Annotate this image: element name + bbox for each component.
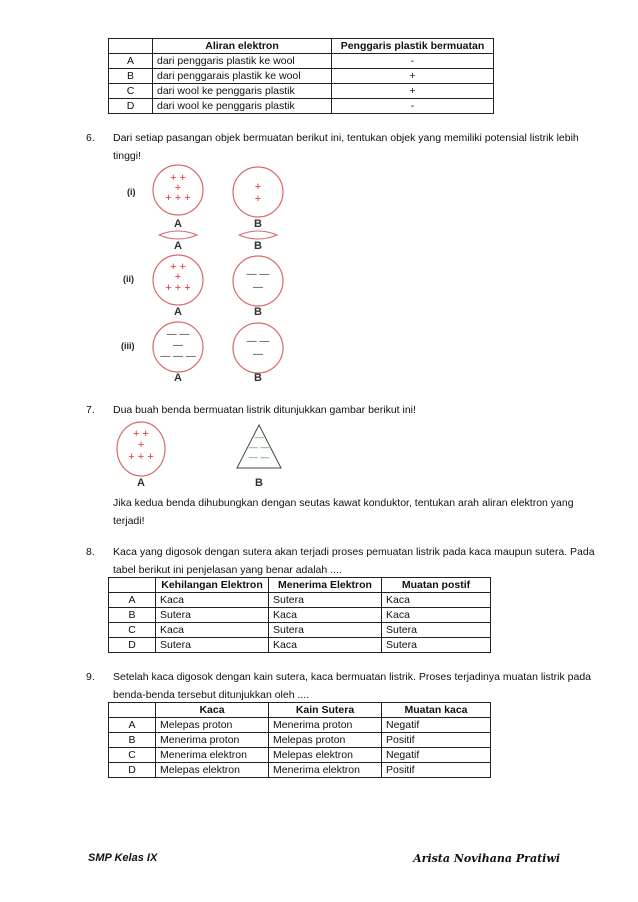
charged-objects-figure	[113, 420, 293, 490]
electron-flow-table	[108, 38, 494, 114]
table-cell: Kaca	[156, 623, 269, 638]
table-cell: Melepas elektron	[156, 763, 269, 778]
charge-pairs-figure	[115, 160, 305, 382]
table-cell: Kaca	[382, 608, 491, 623]
positive-charges: + + +	[165, 282, 191, 294]
positive-charges: + +	[133, 428, 149, 440]
table-cell: Positif	[382, 733, 491, 748]
question-number: 7.	[86, 404, 95, 416]
table-cell: Sutera	[382, 623, 491, 638]
table-cell: Kaca	[269, 638, 382, 653]
table-cell: Sutera	[269, 623, 382, 638]
object-label-a: A	[137, 477, 145, 489]
table-cell: +	[332, 84, 494, 99]
glass-silk-charge-table	[108, 702, 491, 778]
table-row	[109, 733, 491, 748]
table-row	[109, 638, 491, 653]
table-cell: dari wool ke penggaris plastik	[153, 84, 332, 99]
pair-label: (iii)	[121, 341, 135, 351]
object-label-a: A	[174, 372, 182, 382]
table-cell: Melepas elektron	[269, 748, 382, 763]
sphere-b	[233, 256, 283, 306]
sphere-b-contact	[239, 231, 277, 239]
table-cell: B	[109, 69, 153, 84]
table-cell: Sutera	[269, 593, 382, 608]
question-text: Setelah kaca digosok dengan kain sutera, kaca bermuatan listrik. Proses terjadinya muatan listrik pada benda-benda tersebut ditunjukkan oleh ....	[113, 671, 592, 701]
object-label-a: A	[174, 240, 182, 252]
object-label-b: B	[254, 240, 262, 252]
table-header-row	[109, 578, 491, 593]
positive-charges: + +	[170, 261, 186, 273]
question-text: Jika kedua benda dihubungkan dengan seutas kawat konduktor, tentukan arah aliran elektron yang terjadi!	[113, 497, 574, 527]
negative-charges: —	[254, 432, 264, 442]
negative-charges: — —	[246, 269, 270, 280]
negative-charges: — —	[248, 452, 270, 462]
question-text: Dua buah benda bermuatan listrik ditunjukkan gambar berikut ini!	[113, 404, 416, 416]
question-text: Dari setiap pasangan objek bermuatan berikut ini, tentukan objek yang memiliki potensial listrik lebih tinggi!	[113, 132, 579, 162]
table-cell: B	[109, 608, 156, 623]
table-row	[109, 54, 494, 69]
table-cell: Positif	[382, 763, 491, 778]
table-header-cell: Penggaris plastik bermuatan	[332, 39, 494, 54]
table-cell: Menerima elektron	[269, 763, 382, 778]
table-header-cell	[109, 703, 156, 718]
sphere-a-contact	[159, 231, 197, 239]
table-cell: Melepas proton	[269, 733, 382, 748]
table-cell: D	[109, 638, 156, 653]
negative-charges: —	[253, 349, 263, 360]
negative-charges: — —	[246, 336, 270, 347]
question-number: 6.	[86, 132, 95, 144]
table-header-row	[109, 703, 491, 718]
negative-charges: — — —	[160, 351, 196, 362]
table-cell: A	[109, 718, 156, 733]
table-cell: Melepas proton	[156, 718, 269, 733]
table-header-cell: Kehilangan Elektron	[156, 578, 269, 593]
table-row	[109, 623, 491, 638]
table-header-cell	[109, 578, 156, 593]
table-cell: C	[109, 748, 156, 763]
negative-charges: — —	[166, 329, 190, 340]
object-label-a: A	[174, 218, 182, 230]
positive-charges: + + +	[165, 192, 191, 204]
footer-left: SMP Kelas IX	[88, 852, 158, 864]
table-cell: -	[332, 54, 494, 69]
question-7-continuation	[86, 494, 596, 534]
object-label-b: B	[254, 218, 262, 230]
table-cell: B	[109, 733, 156, 748]
table-cell: Menerima proton	[156, 733, 269, 748]
table-row	[109, 763, 491, 778]
table-cell: +	[332, 69, 494, 84]
sphere-b	[233, 323, 283, 373]
negative-charges: — —	[248, 442, 270, 452]
table-cell: Sutera	[156, 638, 269, 653]
positive-charges: +	[254, 193, 262, 205]
table-header-row	[109, 39, 494, 54]
positive-charges: +	[254, 181, 262, 193]
table-row	[109, 718, 491, 733]
table-row	[109, 99, 494, 114]
table-cell: Menerima proton	[269, 718, 382, 733]
table-cell: A	[109, 593, 156, 608]
table-row	[109, 84, 494, 99]
object-label-b: B	[254, 306, 262, 318]
object-label-a: A	[174, 306, 182, 318]
table-cell: Negatif	[382, 718, 491, 733]
table-row	[109, 69, 494, 84]
table-cell: Negatif	[382, 748, 491, 763]
positive-charges: +	[174, 271, 182, 283]
question-7	[86, 401, 596, 421]
positive-charges: + + +	[128, 451, 154, 463]
table-cell: -	[332, 99, 494, 114]
negative-charges: —	[173, 340, 183, 351]
table-cell: dari wool ke penggaris plastik	[153, 99, 332, 114]
table-cell: Kaca	[269, 608, 382, 623]
pair-label: (ii)	[123, 274, 134, 284]
table-cell: C	[109, 623, 156, 638]
table-cell: dari penggarais plastik ke wool	[153, 69, 332, 84]
table-cell: C	[109, 84, 153, 99]
pair-label: (i)	[127, 187, 136, 197]
positive-charges: +	[174, 182, 182, 194]
object-label-b: B	[254, 372, 262, 382]
question-number: 8.	[86, 546, 95, 558]
table-header-cell: Muatan postif	[382, 578, 491, 593]
table-row	[109, 608, 491, 623]
table-row	[109, 748, 491, 763]
footer-right: Arista Novihana Pratiwi	[413, 852, 560, 865]
table-header-cell: Menerima Elektron	[269, 578, 382, 593]
table-cell: Menerima elektron	[156, 748, 269, 763]
table-header-cell: Muatan kaca	[382, 703, 491, 718]
table-header-cell: Kaca	[156, 703, 269, 718]
table-cell: Sutera	[156, 608, 269, 623]
table-cell: Kaca	[382, 593, 491, 608]
object-label-b: B	[255, 477, 263, 489]
negative-charges: —	[253, 282, 263, 293]
table-header-cell	[109, 39, 153, 54]
table-cell: Kaca	[156, 593, 269, 608]
table-cell: D	[109, 763, 156, 778]
question-text: Kaca yang digosok dengan sutera akan terjadi proses pemuatan listrik pada kaca maupun sutera. Pada tabel berikut ini penjelasan yang benar adalah ....	[113, 546, 595, 576]
positive-charges: +	[137, 439, 145, 451]
table-cell: D	[109, 99, 153, 114]
positive-charges: + +	[170, 172, 186, 184]
table-header-cell: Aliran elektron	[153, 39, 332, 54]
table-cell: Sutera	[382, 638, 491, 653]
table-cell: A	[109, 54, 153, 69]
table-row	[109, 593, 491, 608]
question-number: 9.	[86, 671, 95, 683]
glass-silk-table	[108, 577, 491, 653]
table-cell: dari penggaris plastik ke wool	[153, 54, 332, 69]
table-header-cell: Kain Sutera	[269, 703, 382, 718]
